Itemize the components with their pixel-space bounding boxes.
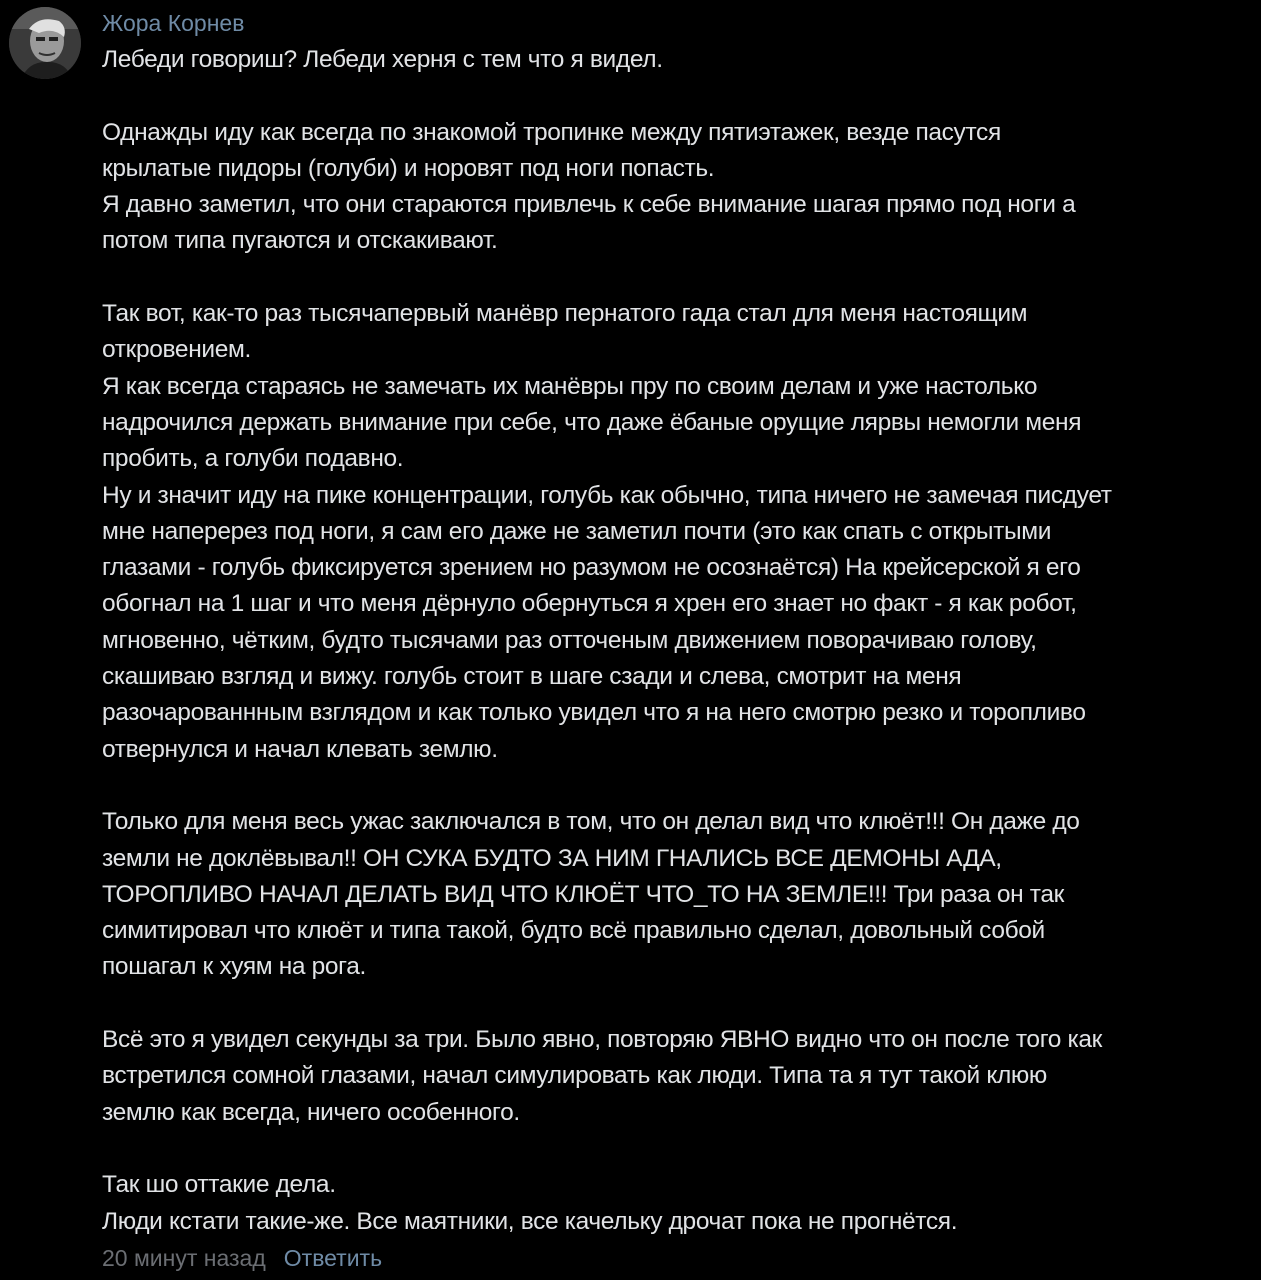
comment-line: землю как всегда, ничего особенного. (102, 1098, 520, 1126)
author-name[interactable]: Жора Корнев (102, 10, 245, 36)
comment-paragraph (102, 1167, 1257, 1240)
comment-line: Люди кстати такие-же. Все маятники, все качельку дрочат пока не прогнётся. (102, 1207, 958, 1235)
comment-paragraph (102, 804, 1257, 985)
comment-line: Всё это я увидел секунды за три. Было явно, повторяю ЯВНО видно что он после того как (102, 1026, 1103, 1054)
avatar[interactable] (9, 7, 81, 79)
comment-line: пробить, а голуби подавно. (102, 445, 404, 473)
comment-line: мне наперерез под ноги, я сам его даже не заметил почти (это как спать с открытыми (102, 517, 1052, 545)
comment-line: земли не доклёвывал!! ОН СУКА БУДТО ЗА НИМ ГНАЛИСЬ ВСЕ ДЕМОНЫ АДА, (102, 844, 1002, 872)
comment-line: мгновенно, чётким, будто тысячами раз отточеным движением поворачиваю голову, (102, 626, 1037, 654)
comment-paragraph (102, 115, 1257, 260)
comment-paragraph (102, 296, 1257, 768)
comment-line: Лебеди говориш? Лебеди херня с тем что я видел. (102, 46, 663, 73)
user-avatar-photo (9, 7, 81, 79)
comment-line: откровением. (102, 336, 251, 364)
comment-line: ТОРОПЛИВО НАЧАЛ ДЕЛАТЬ ВИД ЧТО КЛЮЁТ ЧТО_ТО НА ЗЕМЛЕ!!! Три раза он так (102, 880, 1065, 908)
comment-paragraph (102, 42, 1257, 78)
comment-line: встретился сомной глазами, начал симулировать как люди. Типа та я тут такой клюю (102, 1062, 1047, 1090)
comment-line: пошагал к хуям на рога. (102, 953, 366, 981)
comment-footer (102, 1242, 382, 1274)
comment-line: Я как всегда стараясь не замечать их манёвры пру по своим делам и уже настолько (102, 372, 1038, 400)
comment-line: отвернулся и начал клевать землю. (102, 735, 498, 763)
comment-line: надрочился держать внимание при себе, что даже ёбаные орущие лярвы немогли меня (102, 408, 1082, 436)
comment-line: Я давно заметил, что они стараются привлечь к себе внимание шагая прямо под ноги а (102, 191, 1076, 219)
comment-line: обогнал на 1 шаг и что меня дёрнуло обернуться я хрен его знает но факт - я как робот, (102, 590, 1077, 618)
timestamp: 20 минут назад (102, 1244, 266, 1271)
comment-line: крылатые пидоры (голуби) и норовят под ноги попасть. (102, 154, 715, 182)
comment-paragraph (102, 1022, 1257, 1131)
comment-line: потом типа пугаются и отскакивают. (102, 227, 498, 255)
comment-line: Только для меня весь ужас заключался в том, что он делал вид что клюёт!!! Он даже до (102, 808, 1080, 836)
comment-line: Так вот, как-то раз тысячапервый манёвр пернатого гада стал для меня настоящим (102, 300, 1028, 328)
comment-line: Ну и значит иду на пике концентрации, голубь как обычно, типа ничего не замечая писдует (102, 481, 1112, 509)
reply-button[interactable]: Ответить (283, 1244, 383, 1271)
comment-line: симитировал что клюёт и типа такой, будто всё правильно сделал, довольный собой (102, 917, 1045, 945)
comment-text (102, 42, 1257, 1240)
comment-line: глазами - голубь фиксируется зрением но разумом не осознаётся) На крейсерской я его (102, 554, 1081, 582)
comment-line: Однажды иду как всегда по знакомой тропинке между пятиэтажек, везде пасутся (102, 118, 1001, 146)
comment-line: разочарованнным взглядом и как только увидел что я на него смотрю резко и торопливо (102, 699, 1086, 727)
comment-line: скашиваю взгляд и вижу. голубь стоит в шаге сзади и слева, смотрит на меня (102, 663, 962, 691)
comment-line: Так шо оттакие дела. (102, 1171, 336, 1199)
